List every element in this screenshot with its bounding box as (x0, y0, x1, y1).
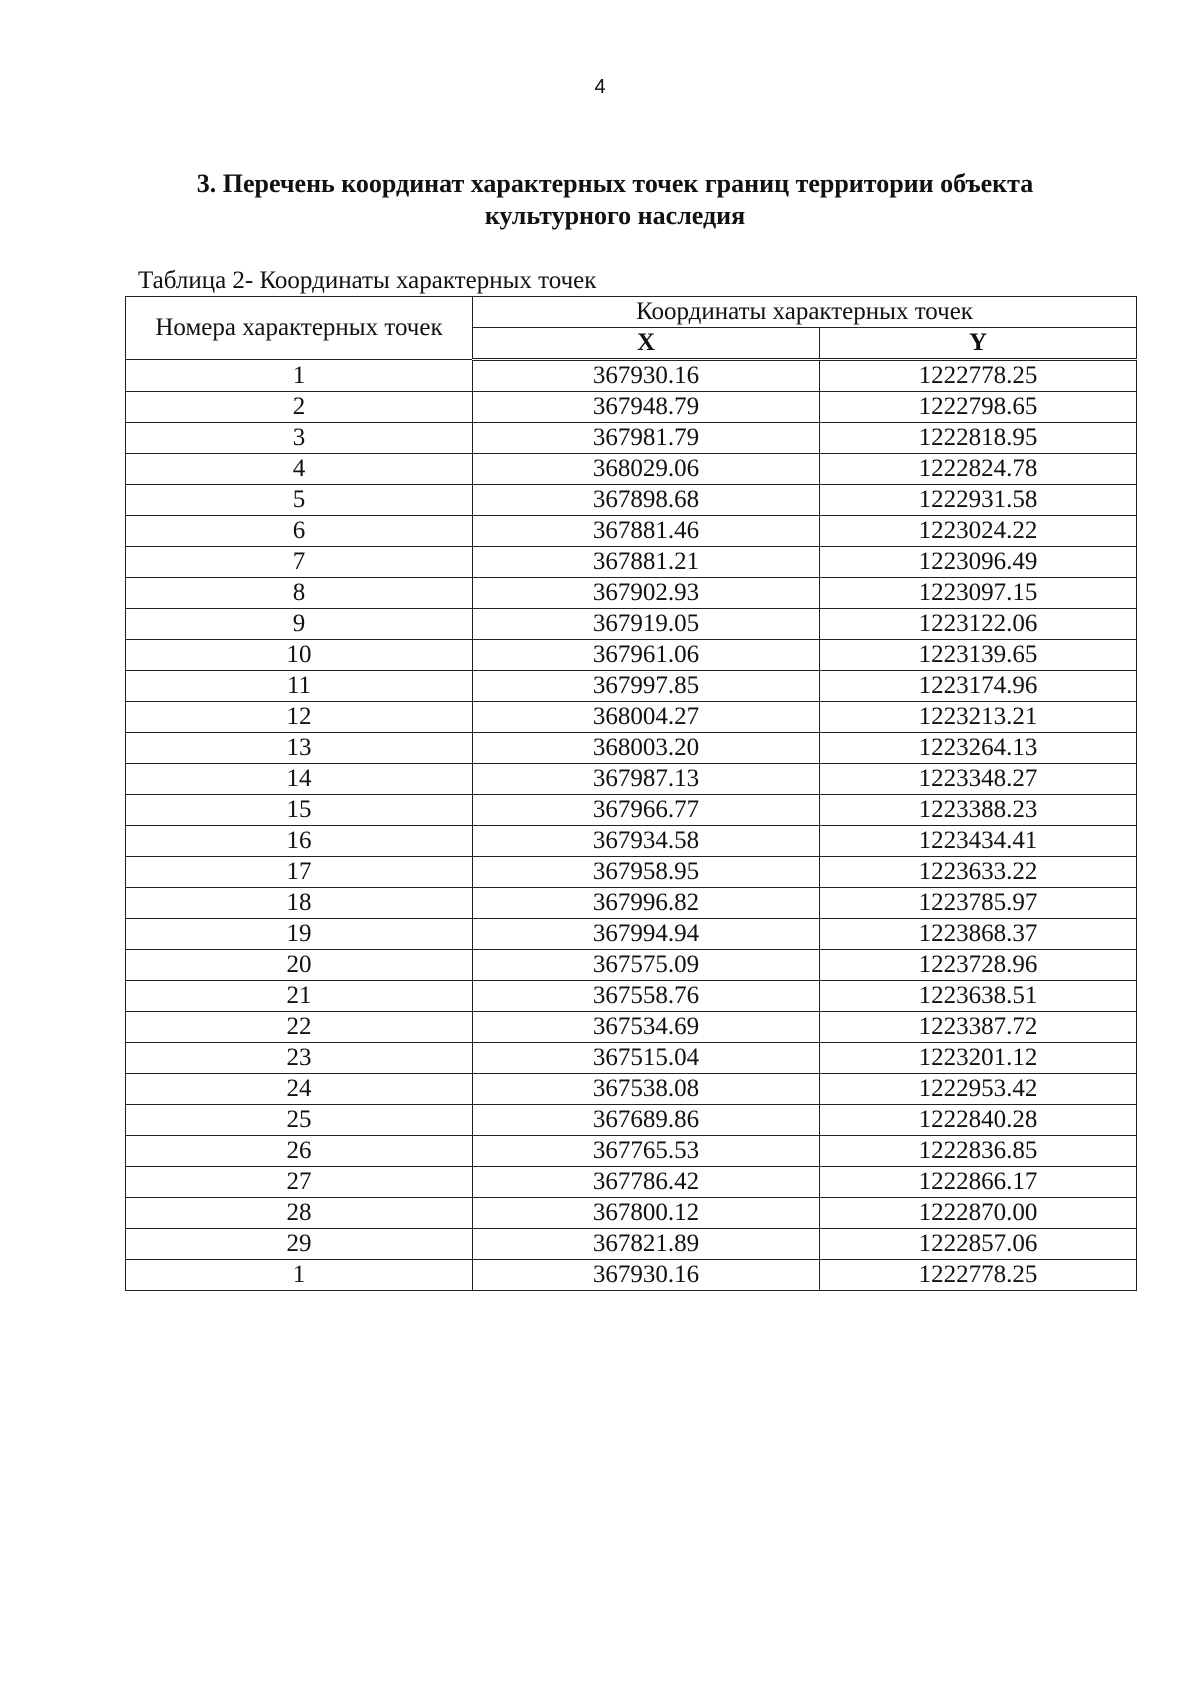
table-row (126, 981, 1137, 1012)
x-coordinate-cell: 367538.08 (473, 1074, 820, 1105)
point-number-cell: 27 (126, 1167, 473, 1198)
table-row (126, 950, 1137, 981)
y-coordinate-cell: 1223122.06 (820, 609, 1137, 640)
y-coordinate-cell: 1222931.58 (820, 485, 1137, 516)
table-row (126, 516, 1137, 547)
section-title: 3. Перечень координат характерных точек границ территории объекта культурного наследия (196, 169, 1034, 230)
table-row (126, 919, 1137, 950)
y-coordinate-cell: 1223201.12 (820, 1043, 1137, 1074)
table-row (126, 733, 1137, 764)
y-coordinate-cell: 1223213.21 (820, 702, 1137, 733)
table-row (126, 888, 1137, 919)
x-coordinate-cell: 368004.27 (473, 702, 820, 733)
page-number: 4 (594, 76, 606, 98)
y-coordinate-cell: 1223387.72 (820, 1012, 1137, 1043)
x-coordinate-cell: 367575.09 (473, 950, 820, 981)
table-row (126, 1043, 1137, 1074)
table-row (126, 1167, 1137, 1198)
y-coordinate-cell: 1222778.25 (820, 360, 1137, 392)
point-number-cell: 3 (126, 423, 473, 454)
point-number-cell: 24 (126, 1074, 473, 1105)
x-coordinate-cell: 367934.58 (473, 826, 820, 857)
y-coordinate-cell: 1223139.65 (820, 640, 1137, 671)
x-coordinate-cell: 367821.89 (473, 1229, 820, 1260)
x-coordinate-cell: 367930.16 (473, 360, 820, 392)
point-number-cell: 6 (126, 516, 473, 547)
y-coordinate-cell: 1222866.17 (820, 1167, 1137, 1198)
x-coordinate-cell: 367898.68 (473, 485, 820, 516)
y-coordinate-cell: 1223264.13 (820, 733, 1137, 764)
table-row (126, 485, 1137, 516)
y-coordinate-cell: 1222870.00 (820, 1198, 1137, 1229)
x-coordinate-cell: 367981.79 (473, 423, 820, 454)
x-coordinate-cell: 367558.76 (473, 981, 820, 1012)
point-number-cell: 1 (126, 360, 473, 392)
point-number-cell: 13 (126, 733, 473, 764)
point-number-cell: 5 (126, 485, 473, 516)
y-coordinate-cell: 1222857.06 (820, 1229, 1137, 1260)
table-row (126, 1012, 1137, 1043)
table-row (126, 547, 1137, 578)
table-row (126, 609, 1137, 640)
table-row (126, 392, 1137, 423)
header-x: X (473, 328, 820, 360)
table-row (126, 826, 1137, 857)
x-coordinate-cell: 367987.13 (473, 764, 820, 795)
point-number-cell: 21 (126, 981, 473, 1012)
x-coordinate-cell: 367966.77 (473, 795, 820, 826)
x-coordinate-cell: 367919.05 (473, 609, 820, 640)
point-number-cell: 1 (126, 1260, 473, 1291)
point-number-cell: 16 (126, 826, 473, 857)
point-number-cell: 4 (126, 454, 473, 485)
x-coordinate-cell: 367515.04 (473, 1043, 820, 1074)
table-row (126, 423, 1137, 454)
table-caption: Таблица 2- Координаты характерных точек (138, 267, 597, 294)
table-row (126, 702, 1137, 733)
x-coordinate-cell: 367948.79 (473, 392, 820, 423)
point-number-cell: 7 (126, 547, 473, 578)
table-row (126, 1260, 1137, 1291)
table-row (126, 1105, 1137, 1136)
table-row (126, 1229, 1137, 1260)
table-row (126, 1198, 1137, 1229)
header-row (126, 297, 1137, 328)
x-coordinate-cell: 367881.46 (473, 516, 820, 547)
x-coordinate-cell: 367881.21 (473, 547, 820, 578)
x-coordinate-cell: 367534.69 (473, 1012, 820, 1043)
table-row (126, 360, 1137, 392)
x-coordinate-cell: 367902.93 (473, 578, 820, 609)
x-coordinate-cell: 367961.06 (473, 640, 820, 671)
y-coordinate-cell: 1222798.65 (820, 392, 1137, 423)
header-y: Y (820, 328, 1137, 360)
point-number-cell: 2 (126, 392, 473, 423)
point-number-cell: 15 (126, 795, 473, 826)
x-coordinate-cell: 367930.16 (473, 1260, 820, 1291)
table-row (126, 1074, 1137, 1105)
y-coordinate-cell: 1223728.96 (820, 950, 1137, 981)
point-number-cell: 14 (126, 764, 473, 795)
y-coordinate-cell: 1222778.25 (820, 1260, 1137, 1291)
x-coordinate-cell: 368003.20 (473, 733, 820, 764)
x-coordinate-cell: 367786.42 (473, 1167, 820, 1198)
y-coordinate-cell: 1223785.97 (820, 888, 1137, 919)
table-row (126, 671, 1137, 702)
table-row (126, 454, 1137, 485)
y-coordinate-cell: 1223434.41 (820, 826, 1137, 857)
point-number-cell: 18 (126, 888, 473, 919)
y-coordinate-cell: 1223024.22 (820, 516, 1137, 547)
y-coordinate-cell: 1223388.23 (820, 795, 1137, 826)
table-body (126, 360, 1137, 1291)
point-number-cell: 26 (126, 1136, 473, 1167)
y-coordinate-cell: 1222818.95 (820, 423, 1137, 454)
table-row (126, 1136, 1137, 1167)
point-number-cell: 25 (126, 1105, 473, 1136)
table-row (126, 578, 1137, 609)
point-number-cell: 20 (126, 950, 473, 981)
point-number-cell: 11 (126, 671, 473, 702)
y-coordinate-cell: 1222824.78 (820, 454, 1137, 485)
y-coordinate-cell: 1222953.42 (820, 1074, 1137, 1105)
point-number-cell: 17 (126, 857, 473, 888)
point-number-cell: 12 (126, 702, 473, 733)
header-coordinates: Координаты характерных точек (473, 297, 1137, 328)
table-row (126, 795, 1137, 826)
y-coordinate-cell: 1223096.49 (820, 547, 1137, 578)
point-number-cell: 8 (126, 578, 473, 609)
x-coordinate-cell: 368029.06 (473, 454, 820, 485)
point-number-cell: 10 (126, 640, 473, 671)
coordinates-table (125, 296, 1137, 1291)
y-coordinate-cell: 1223348.27 (820, 764, 1137, 795)
y-coordinate-cell: 1223868.37 (820, 919, 1137, 950)
point-number-cell: 29 (126, 1229, 473, 1260)
y-coordinate-cell: 1223633.22 (820, 857, 1137, 888)
x-coordinate-cell: 367689.86 (473, 1105, 820, 1136)
y-coordinate-cell: 1222836.85 (820, 1136, 1137, 1167)
point-number-cell: 23 (126, 1043, 473, 1074)
x-coordinate-cell: 367994.94 (473, 919, 820, 950)
x-coordinate-cell: 367996.82 (473, 888, 820, 919)
header-point-numbers: Номера характерных точек (126, 297, 473, 360)
point-number-cell: 19 (126, 919, 473, 950)
y-coordinate-cell: 1223174.96 (820, 671, 1137, 702)
x-coordinate-cell: 367800.12 (473, 1198, 820, 1229)
y-coordinate-cell: 1223097.15 (820, 578, 1137, 609)
x-coordinate-cell: 367765.53 (473, 1136, 820, 1167)
table-header (126, 297, 1137, 360)
x-coordinate-cell: 367958.95 (473, 857, 820, 888)
x-coordinate-cell: 367997.85 (473, 671, 820, 702)
y-coordinate-cell: 1223638.51 (820, 981, 1137, 1012)
table-row (126, 640, 1137, 671)
table-row (126, 764, 1137, 795)
point-number-cell: 22 (126, 1012, 473, 1043)
point-number-cell: 9 (126, 609, 473, 640)
table-row (126, 857, 1137, 888)
y-coordinate-cell: 1222840.28 (820, 1105, 1137, 1136)
point-number-cell: 28 (126, 1198, 473, 1229)
